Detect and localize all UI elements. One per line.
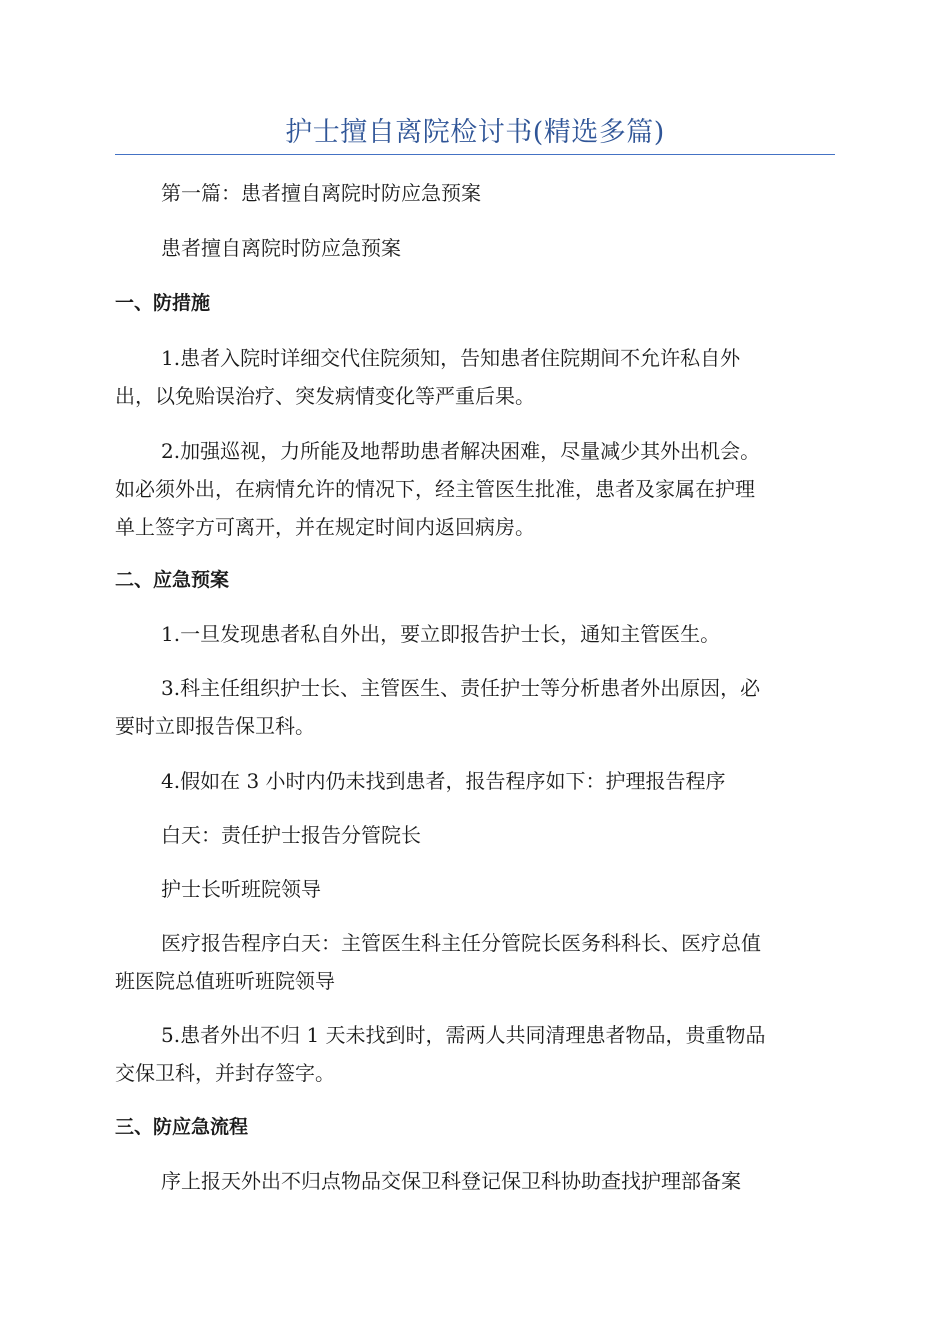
paragraph-line: 如必须外出，在病情允许的情况下，经主管医生批准，患者及家属在护理 <box>115 477 755 501</box>
plan-title-paragraph: 患者擅自离院时防应急预案 <box>161 236 401 260</box>
paragraph-line: 白天：责任护士报告分管院长 <box>161 823 421 847</box>
paragraph-line: 班医院总值班听班院领导 <box>115 969 335 993</box>
paragraph-line: 要时立即报告保卫科。 <box>115 714 315 738</box>
section-title-paragraph: 第一篇：患者擅自离院时防应急预案 <box>161 181 481 205</box>
heading-flow: 三、防应急流程 <box>115 1116 249 1138</box>
title-underline <box>115 154 835 155</box>
paragraph-line: 单上签字方可离开，并在规定时间内返回病房。 <box>115 515 535 539</box>
paragraph-line: 2.加强巡视，力所能及地帮助患者解决困难，尽量减少其外出机会。 <box>161 439 761 463</box>
paragraph-line: 1.患者入院时详细交代住院须知，告知患者住院期间不允许私自外 <box>161 346 741 370</box>
paragraph-line: 医疗报告程序白天：主管医生科主任分管院长医务科科长、医疗总值 <box>161 931 761 955</box>
paragraph-line: 4.假如在 3 小时内仍未找到患者，报告程序如下：护理报告程序 <box>161 769 726 793</box>
heading-prevention: 一、防措施 <box>115 292 211 314</box>
heading-emergency-plan: 二、应急预案 <box>115 569 230 591</box>
paragraph-line: 交保卫科，并封存签字。 <box>115 1061 335 1085</box>
paragraph-line: 1.一旦发现患者私自外出，要立即报告护士长，通知主管医生。 <box>161 622 721 646</box>
paragraph-line: 5.患者外出不归 1 天未找到时，需两人共同清理患者物品，贵重物品 <box>161 1023 766 1047</box>
paragraph-line: 3.科主任组织护士长、主管医生、责任护士等分析患者外出原因，必 <box>161 676 761 700</box>
paragraph-line: 出，以免贻误治疗、突发病情变化等严重后果。 <box>115 384 535 408</box>
paragraph-line: 护士长听班院领导 <box>161 877 321 901</box>
document-title: 护士擅自离院检讨书(精选多篇) <box>285 117 665 148</box>
paragraph-line: 序上报天外出不归点物品交保卫科登记保卫科协助查找护理部备案 <box>161 1169 741 1193</box>
